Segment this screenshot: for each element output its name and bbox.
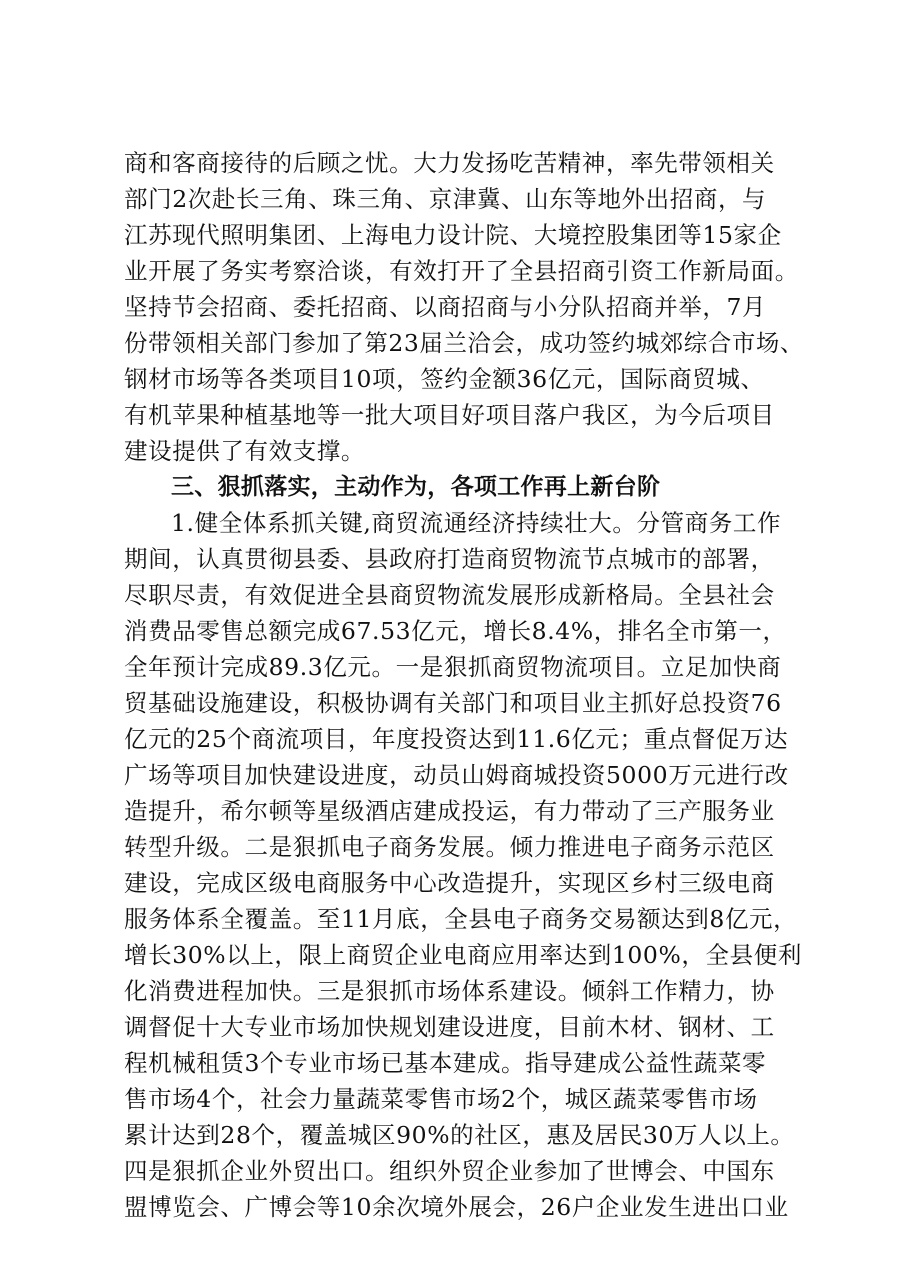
text-line: 钢材市场等各类项目10项，签约金额36亿元，国际商贸城、 (124, 365, 765, 393)
text-line: 程机械租赁3个专业市场已基本建成。指导建成公益性蔬菜零 (124, 1049, 767, 1077)
text-line: 增长30%以上，限上商贸企业电商应用率达到100%，全县便利 (124, 941, 802, 969)
paragraph-first-line: 1.健全体系抓关键,商贸流通经济持续壮大。分管商务工作 (171, 509, 782, 537)
text-line: 亿元的25个商流项目，年度投资达到11.6亿元；重点督促万达 (124, 725, 789, 753)
text-line: 累计达到28个，覆盖城区90%的社区，惠及居民30万人以上。 (124, 1121, 795, 1149)
text-line: 消费品零售总额完成67.53亿元，增长8.4%，排名全市第一， (124, 617, 787, 645)
text-line: 尽职尽责，有效促进全县商贸物流发展形成新格局。全县社会 (124, 581, 775, 609)
text-line: 商和客商接待的后顾之忧。大力发扬吃苦精神，率先带领相关 (124, 149, 775, 177)
text-line: 贸基础设施建设，积极协调有关部门和项目业主抓好总投资76 (124, 689, 782, 717)
text-line: 业开展了务实考察洽谈，有效打开了全县招商引资工作新局面。 (124, 257, 799, 285)
text-line: 盟博览会、广博会等10余次境外展会，26户企业发生进出口业 (124, 1193, 789, 1221)
section-heading: 三、狠抓落实，主动作为，各项工作再上新台阶 (171, 474, 661, 500)
text-line: 有机苹果种植基地等一批大项目好项目落户我区，为今后项目 (124, 401, 775, 429)
text-line: 转型升级。二是狠抓电子商务发展。倾力推进电子商务示范区 (124, 833, 775, 861)
text-line: 期间，认真贯彻县委、县政府打造商贸物流节点城市的部署， (124, 545, 775, 573)
text-line: 建设，完成区级电商服务中心改造提升，实现区乡村三级电商 (124, 869, 775, 897)
text-line: 四是狠抓企业外贸出口。组织外贸企业参加了世博会、中国东 (124, 1157, 775, 1185)
text-line: 份带领相关部门参加了第23届兰洽会，成功签约城郊综合市场、 (124, 329, 804, 357)
text-line: 部门2次赴长三角、珠三角、京津冀、山东等地外出招商，与 (124, 185, 767, 213)
text-line: 建设提供了有效支撑。 (124, 437, 365, 465)
text-line: 江苏现代照明集团、上海电力设计院、大境控股集团等15家企 (124, 221, 782, 249)
text-line: 服务体系全覆盖。至11月底，全县电子商务交易额达到8亿元， (124, 905, 798, 933)
text-line: 广场等项目加快建设进度，动员山姆商城投资5000万元进行改 (124, 761, 789, 789)
text-line: 全年预计完成89.3亿元。一是狠抓商贸物流项目。立足加快商 (124, 653, 782, 681)
text-line: 坚持节会招商、委托招商、以商招商与小分队招商并举，7月 (124, 293, 767, 321)
text-line: 售市场4个，社会力量蔬菜零售市场2个，城区蔬菜零售市场 (124, 1085, 758, 1113)
text-line: 调督促十大专业市场加快规划建设进度，目前木材、钢材、工 (124, 1013, 775, 1041)
text-line: 造提升，希尔顿等星级酒店建成投运，有力带动了三产服务业 (124, 797, 775, 825)
text-line: 化消费进程加快。三是狠抓市场体系建设。倾斜工作精力，协 (124, 977, 775, 1005)
